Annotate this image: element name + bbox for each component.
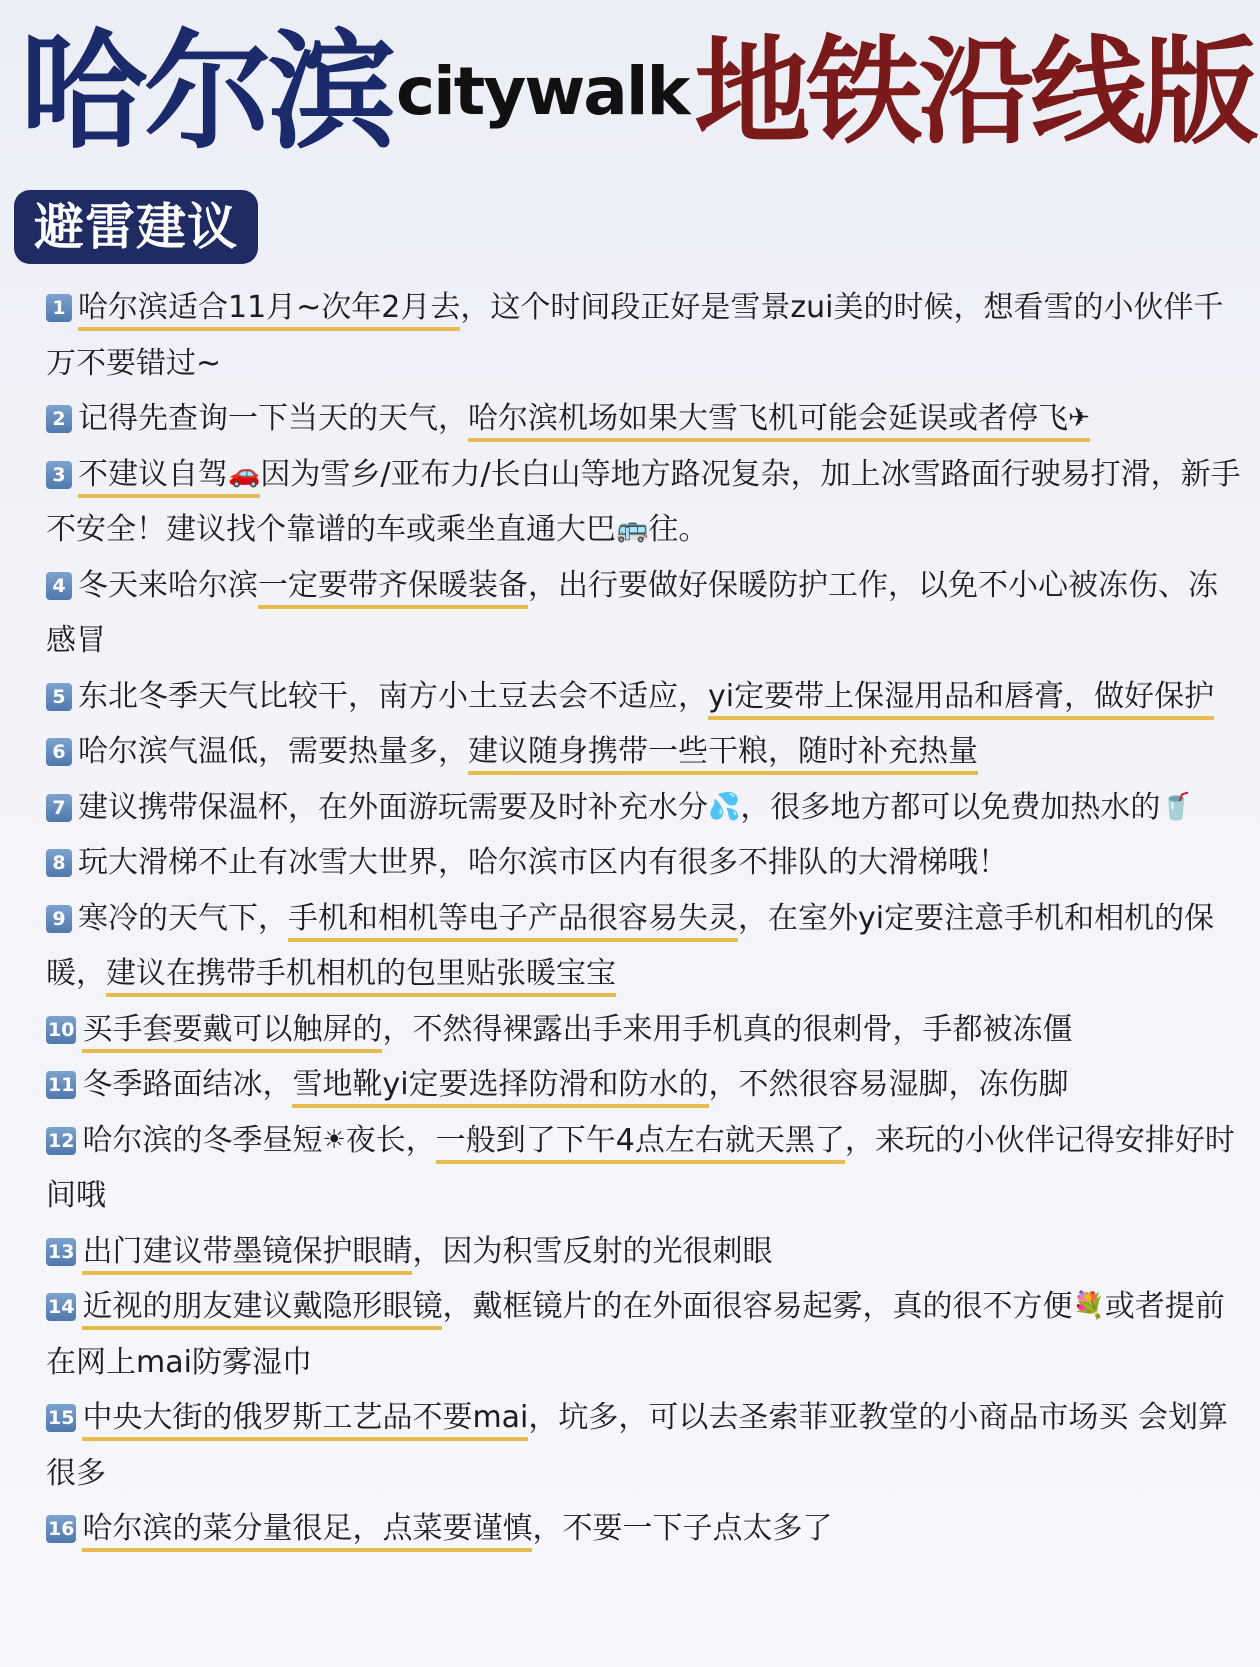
- tip-text: 寒冷的天气下，: [78, 900, 288, 936]
- tip-item: [46, 1113, 1246, 1224]
- tip-highlight: yi定要带上保湿用品和唇膏，做好保护: [708, 679, 1214, 720]
- page-title: [20, 8, 1255, 168]
- tip-item: [46, 1501, 1246, 1557]
- tip-highlight: 不建议自驾: [78, 456, 228, 492]
- tip-item: [46, 891, 1246, 1002]
- tip-item: [46, 391, 1246, 447]
- tip-text: ，不然得裸露出手来用手机真的很刺骨，手都被冻僵: [382, 1011, 1073, 1047]
- tip-text: 夜长，: [345, 1122, 436, 1158]
- tip-text: 因为雪乡/亚布力/长白山等地方路况复杂，加上冰雪路面行驶易打滑，新手不安全！建议找个靠谱的车或乘坐直通大巴: [46, 456, 1241, 547]
- bus-icon: 🚌: [616, 514, 649, 544]
- tip-highlight: 近视的朋友建议戴隐形眼镜: [82, 1289, 442, 1330]
- bouquet-icon: 💐: [1072, 1291, 1105, 1321]
- tip-item: [46, 1279, 1246, 1390]
- tip-highlight: 建议随身携带一些干粮，随时补充热量: [468, 734, 978, 775]
- airplane-icon: ✈: [1068, 403, 1090, 433]
- tip-number-badge: 6: [46, 738, 72, 766]
- tip-text: ，不然很容易湿脚，冻伤脚: [708, 1067, 1069, 1102]
- title-metro-edition: 地铁沿线版: [694, 25, 1255, 160]
- tip-highlight: 中央大街的俄罗斯工艺品不要mai: [82, 1400, 528, 1441]
- tip-item: [46, 1390, 1246, 1501]
- tip-number-badge: 12: [46, 1127, 76, 1155]
- tip-number-badge: 15: [46, 1404, 76, 1432]
- tip-item: [46, 780, 1246, 836]
- tip-item: [46, 1057, 1246, 1113]
- tip-item: [46, 1224, 1246, 1280]
- tip-highlight: 手机和相机等电子产品很容易失灵: [288, 901, 738, 942]
- tip-number-badge: 13: [46, 1238, 76, 1266]
- tip-number-badge: 8: [46, 849, 72, 877]
- tip-highlight: 哈尔滨适合11月~次年2月去: [78, 290, 460, 331]
- tip-highlight: 哈尔滨的菜分量很足，点菜要谨慎: [82, 1511, 532, 1552]
- tip-number-badge: 9: [46, 905, 72, 933]
- tip-number-badge: 7: [46, 794, 72, 822]
- tip-highlight: 建议在携带手机相机的包里贴张暖宝宝: [106, 956, 616, 997]
- title-citywalk: citywalk: [396, 53, 689, 130]
- tip-number-badge: 11: [46, 1071, 76, 1099]
- tip-number-badge: 5: [46, 683, 72, 711]
- section-badge: 避雷建议: [14, 190, 258, 264]
- tip-highlight: 买手套要戴可以触屏的: [82, 1012, 382, 1053]
- tip-text: ，出行要做好保暖防护工作，以免不小心被冻伤、冻感冒: [46, 567, 1218, 658]
- tip-highlight: 出门建议带墨镜保护眼睛: [82, 1234, 412, 1275]
- tip-text: ，这个时间段正好是雪景zui美的时候，想看雪的小伙伴千万不要错过~: [46, 290, 1224, 381]
- tip-text: ，来玩的小伙伴记得安排好时间哦: [46, 1122, 1235, 1213]
- tip-number-badge: 10: [46, 1016, 76, 1044]
- tip-text: ，在室外yi定要注意手机和相机的保暖，: [46, 900, 1215, 991]
- tips-list: [46, 280, 1246, 1557]
- tip-text: ，坑多，可以去圣索菲亚教堂的小商品市场买 会划算很多: [46, 1400, 1228, 1491]
- tip-number-badge: 16: [46, 1515, 76, 1543]
- tip-number-badge: 4: [46, 572, 72, 600]
- tip-highlight: 哈尔滨机场如果大雪飞机可能会延误或者停飞: [468, 401, 1068, 436]
- tip-text: 建议携带保温杯，在外面游玩需要及时补充水分: [78, 789, 708, 825]
- tip-highlight: 一般到了下午4点左右就天黑了: [436, 1123, 845, 1164]
- tip-item: [46, 447, 1246, 558]
- tip-number-badge: 3: [46, 461, 72, 489]
- tip-item: [46, 558, 1246, 669]
- tip-text: ，不要一下子点太多了: [532, 1511, 833, 1546]
- tip-text: ，很多地方都可以免费加热水的: [740, 789, 1161, 825]
- tip-number-badge: 1: [46, 294, 72, 322]
- tip-item: [46, 1002, 1246, 1058]
- droplets-icon: 💦: [708, 791, 741, 822]
- title-city: 哈尔滨: [20, 18, 393, 167]
- tip-text: 冬季路面结冰，: [82, 1067, 293, 1102]
- tip-text: 或者提前在网上mai防雾湿巾: [46, 1289, 1225, 1380]
- sun-icon: ☀: [322, 1124, 346, 1155]
- tip-highlight: 雪地靴yi定要选择防滑和防水的: [292, 1067, 708, 1108]
- car-icon: 🚗: [228, 458, 261, 489]
- tip-number-badge: 2: [46, 405, 72, 433]
- tip-text: 冬天来哈尔滨: [78, 567, 258, 603]
- tip-item: [46, 835, 1246, 891]
- tip-text: 记得先查询一下当天的天气，: [78, 401, 468, 436]
- cup-icon: 🥤: [1160, 791, 1193, 822]
- tip-text: 往。: [648, 512, 709, 547]
- tip-number-badge: 14: [46, 1293, 76, 1321]
- tip-text: ，因为积雪反射的光很刺眼: [412, 1233, 773, 1269]
- tip-highlight: 一定要带齐保暖装备: [258, 568, 528, 609]
- tip-text: 东北冬季天气比较干，南方小土豆去会不适应，: [78, 678, 708, 714]
- tip-item: [46, 280, 1246, 391]
- tip-text: 哈尔滨气温低，需要热量多，: [78, 734, 468, 769]
- tip-item: [46, 669, 1246, 725]
- tip-text: 玩大滑梯不止有冰雪大世界，哈尔滨市区内有很多不排队的大滑梯哦！: [78, 845, 1008, 880]
- tip-text: ，戴框镜片的在外面很容易起雾，真的很不方便: [442, 1289, 1073, 1324]
- tip-item: [46, 724, 1246, 780]
- tip-text: 哈尔滨的冬季昼短: [82, 1122, 323, 1158]
